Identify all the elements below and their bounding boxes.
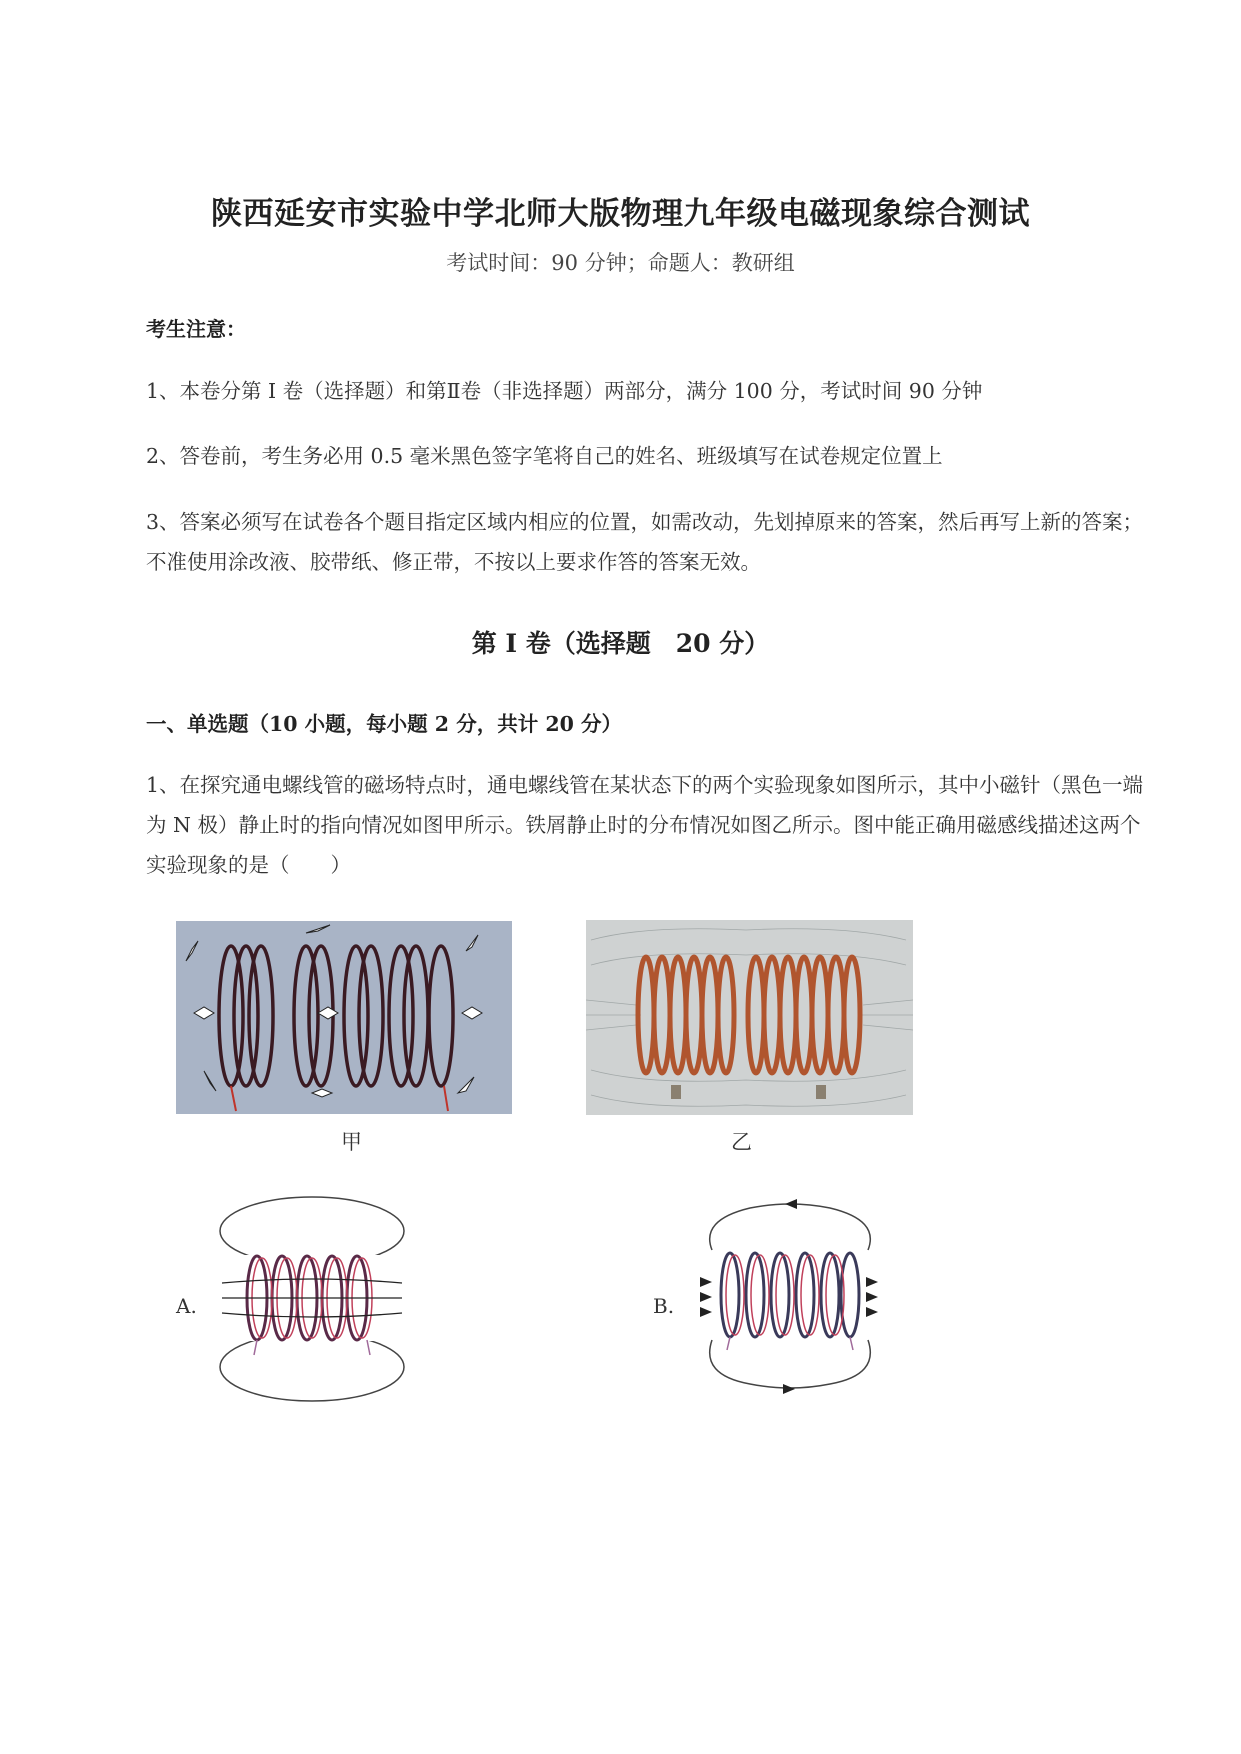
section-title: 第 I 卷（选择题 20 分） xyxy=(471,629,770,658)
exam-info: 考试时间：90 分钟；命题人：教研组 xyxy=(446,251,795,275)
notice-item-3: 3、答案必须写在试卷各个题目指定区域内相应的位置，如需改动，先划掉原来的答案，然后再写上新的答案；不准使用涂改液、胶带纸、修正带，不按以上要求作答的答案无效。 xyxy=(146,510,1144,574)
notice-heading: 考生注意： xyxy=(146,317,246,341)
figure-jia-caption: 甲 xyxy=(341,1130,362,1154)
subsection-title: 一、单选题（10 小题，每小题 2 分，共计 20 分） xyxy=(146,712,623,736)
option-a-label: A. xyxy=(176,1294,197,1318)
question-1-text: 1、在探究通电螺线管的磁场特点时，通电螺线管在某状态下的两个实验现象如图所示，其中小磁针（黑色一端为 N 极）静止时的指向情况如图甲所示。铁屑静止时的分布情况如图乙所示。图中能正确用磁感线描述这两个实验现象的是（ ） xyxy=(146,773,1144,877)
figure-yi-caption: 乙 xyxy=(731,1130,752,1154)
notice-item-1: 1、本卷分第 I 卷（选择题）和第Ⅱ卷（非选择题）两部分，满分 100 分，考试时间 90 分钟 xyxy=(146,379,983,403)
figure-yi-image xyxy=(586,920,913,1115)
notice-item-2: 2、答卷前，考生务必用 0.5 毫米黑色签字笔将自己的姓名、班级填写在试卷规定位置上 xyxy=(146,444,943,468)
option-b-image xyxy=(690,1190,890,1405)
figure-jia-image xyxy=(176,921,512,1114)
option-b-label: B. xyxy=(653,1294,675,1318)
option-a-image xyxy=(212,1195,412,1407)
page-title: 陕西延安市实验中学北师大版物理九年级电磁现象综合测试 xyxy=(211,196,1030,232)
